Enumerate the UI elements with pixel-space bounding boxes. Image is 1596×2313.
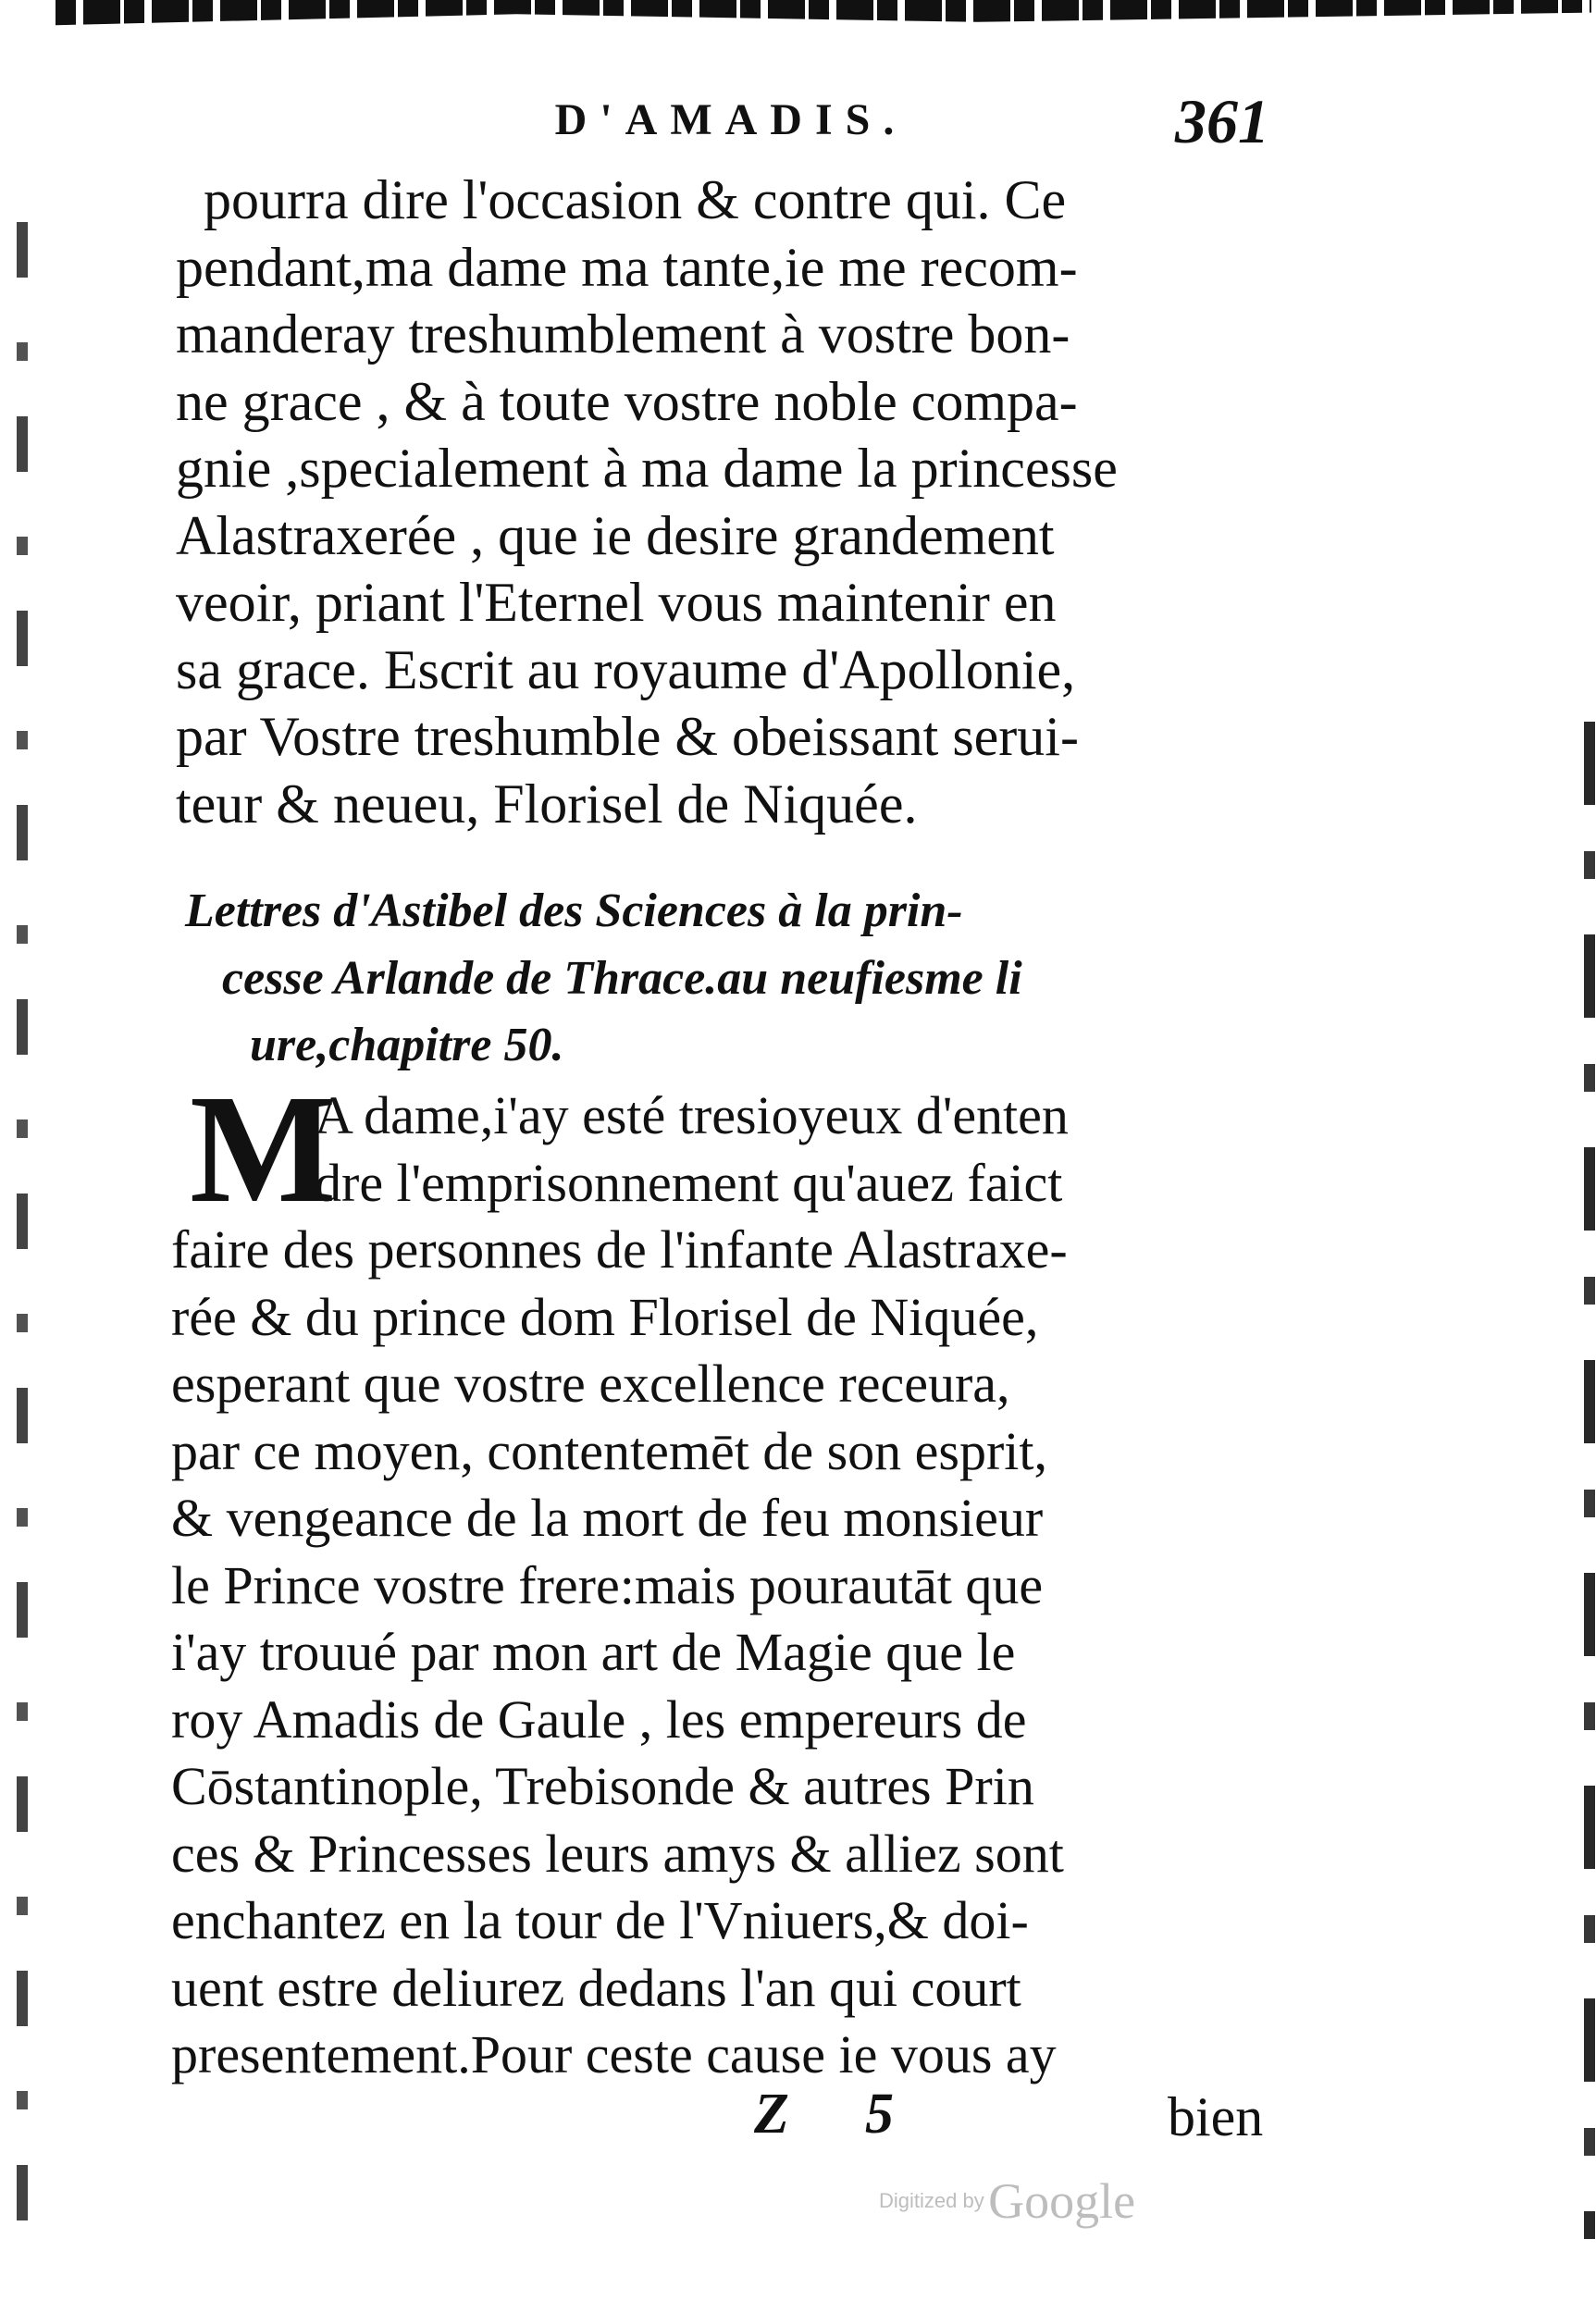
watermark-prefix: Digitized by: [879, 2189, 984, 2212]
text-line: par ce moyen, contentemēt de son esprit,: [171, 1420, 1048, 1481]
text-line: par Vostre treshumble & obeissant serui-: [176, 706, 1079, 767]
text-line: dre l'emprisonnement qu'auez faict: [315, 1152, 1063, 1213]
text-line: roy Amadis de Gaule , les empereurs de: [171, 1688, 1027, 1750]
text-line: sa grace. Escrit au royaume d'Apollonie,: [176, 638, 1076, 700]
text-line: rée & du prince dom Florisel de Niquée,: [171, 1286, 1039, 1347]
catchword: bien: [1168, 2086, 1264, 2147]
signature-mark-letter: Z: [754, 2083, 789, 2146]
text-line: faire des personnes de l'infante Alastraxe-: [171, 1219, 1068, 1280]
heading-line: cesse Arlande de Thrace.au neufiesme li: [222, 951, 1022, 1005]
text-line: uent estre deliurez dedans l'an qui court: [171, 1957, 1021, 2018]
page-top-edge: [56, 0, 1591, 31]
text-line: teur & neueu, Florisel de Niquée.: [176, 773, 918, 835]
heading-line: ure,chapitre 50.: [250, 1019, 564, 1071]
digitization-watermark: [879, 2172, 1194, 2228]
text-line: esperant que vostre excellence receura,: [171, 1354, 1010, 1414]
letter-heading: [185, 881, 1203, 1082]
text-line: veoir, priant l'Eternel vous maintenir en: [176, 572, 1057, 633]
closing-paragraph: [176, 167, 1249, 837]
text-line: ces & Princesses leurs amys & alliez sont: [171, 1823, 1064, 1884]
text-line: Cōstantinople, Trebisonde & autres Prin: [171, 1756, 1034, 1816]
drop-cap: M: [190, 1063, 337, 1235]
text-line: manderay treshumblement à vostre bon-: [176, 303, 1070, 365]
text-line: & vengeance de la mort de feu monsieur: [171, 1488, 1044, 1548]
page-number: 361: [1175, 86, 1269, 156]
text-line: presentement.Pour ceste cause ie vous ay: [171, 2024, 1057, 2084]
signature-mark-number: 5: [865, 2083, 894, 2146]
letter-body: [171, 1063, 1254, 2089]
text-line: A dame,i'ay esté tresioyeux d'enten: [315, 1085, 1069, 1145]
text-line: ne grace , & à toute vostre noble compa-: [176, 370, 1078, 432]
text-line: pourra dire l'occasion & contre qui. Ce: [204, 169, 1067, 230]
page-left-edge: [17, 167, 28, 2257]
text-line: le Prince vostre frere:mais pourautāt que: [171, 1554, 1044, 1615]
watermark-logo: Google: [988, 2173, 1136, 2229]
text-line: enchantez en la tour de l'Vniuers,& doi-: [171, 1890, 1029, 1950]
text-line: gnie ,specialement à ma dame la princesse: [176, 438, 1118, 499]
text-line: i'ay trouué par mon art de Magie que le: [171, 1622, 1016, 1682]
text-line: Alastraxerée , que ie desire grandement: [176, 504, 1055, 566]
heading-line: Lettres d'Astibel des Sciences à la prin-: [185, 884, 963, 937]
running-head: D'AMADIS.: [554, 95, 908, 144]
page-right-edge: [1584, 722, 1595, 2239]
text-line: pendant,ma dame ma tante,ie me recom-: [176, 236, 1078, 298]
